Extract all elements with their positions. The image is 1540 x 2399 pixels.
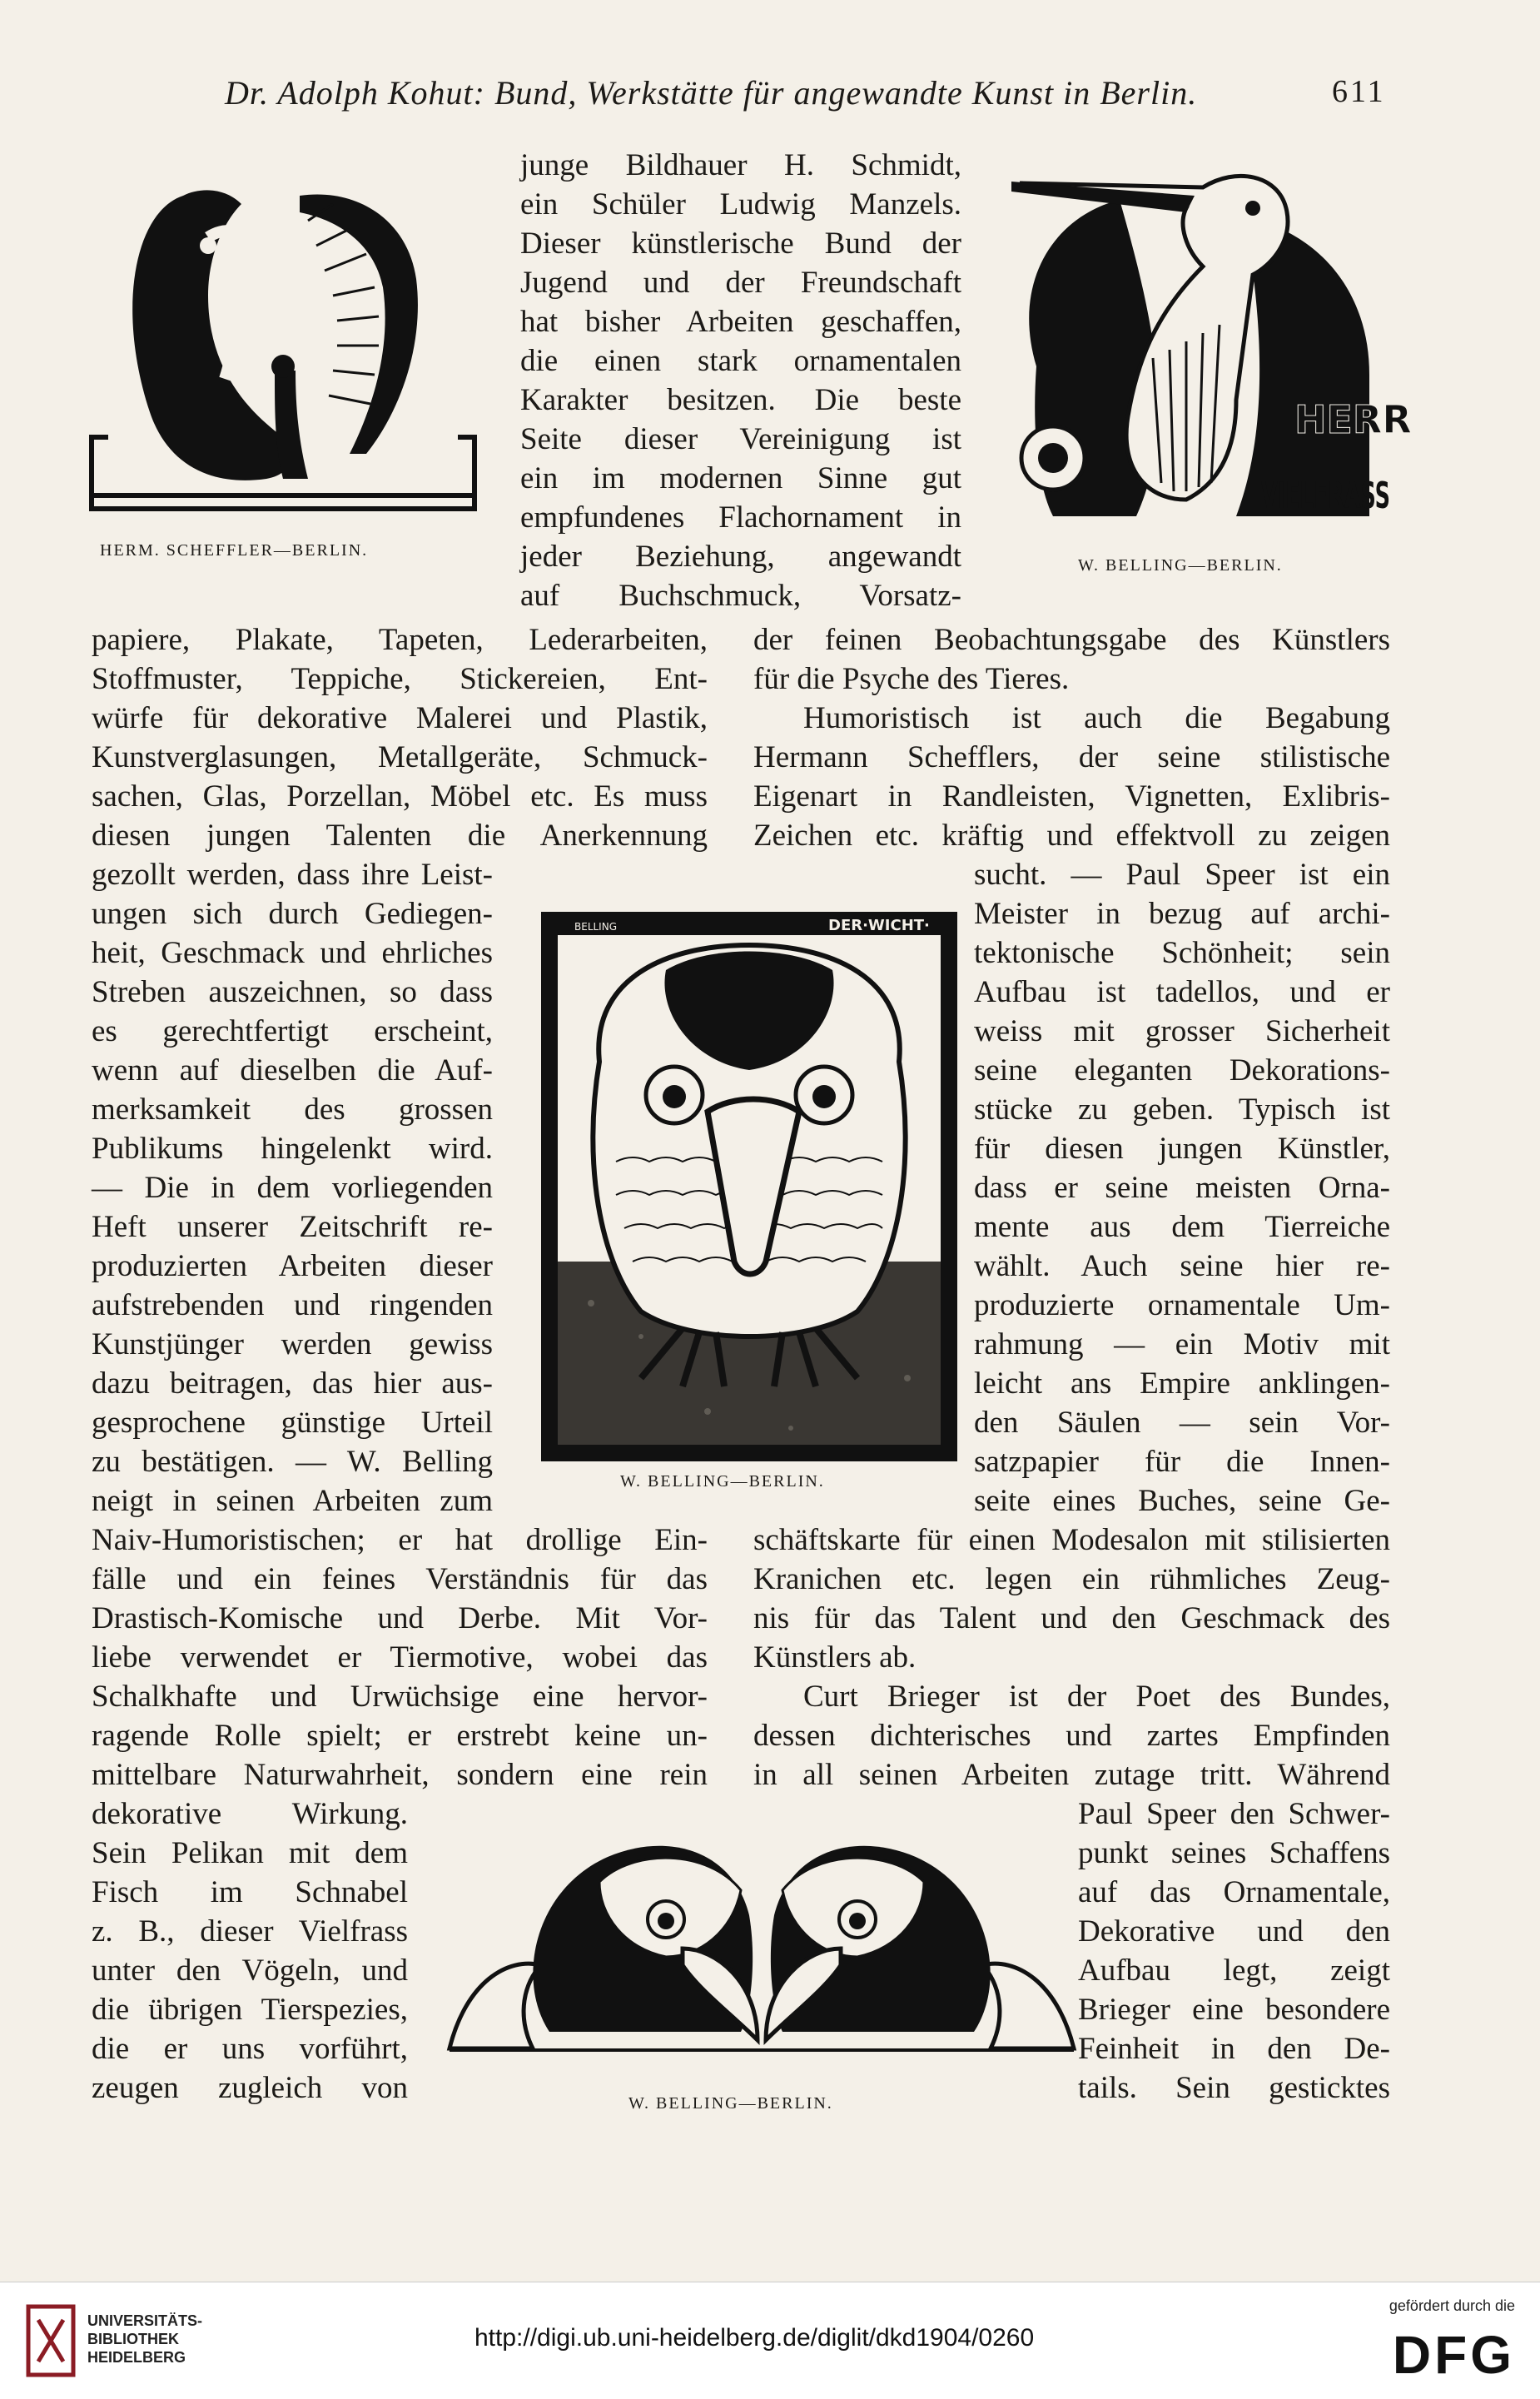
text-line: Brieger eine besondere: [1078, 1993, 1390, 2027]
figure-lettering: BELLING: [574, 921, 617, 933]
text-line: jeder Beziehung, angewandt: [520, 540, 961, 574]
text-line: dazu beitragen, das hier aus-: [92, 1366, 493, 1401]
running-title: Dr. Adolph Kohut: Bund, Werkstätte für angewandte Kunst in Berlin.: [225, 74, 1198, 112]
text-line: Aufbau legt, zeigt: [1078, 1954, 1390, 1988]
library-logo-text: [87, 2312, 202, 2367]
text-line: Feinheit in den De-: [1078, 2032, 1390, 2066]
text-line: aufstrebenden und ringenden: [92, 1288, 493, 1322]
text-line: Paul Speer den Schwer-: [1078, 1797, 1390, 1831]
text-line: für die Psyche des Tieres.: [753, 662, 1070, 696]
text-line: papiere, Plakate, Tapeten, Lederarbeiten,: [92, 623, 708, 657]
text-line: z. B., dieser Vielfrass: [92, 1914, 408, 1949]
text-line: heit, Geschmack und ehrliches: [92, 936, 493, 970]
text-line: für diesen jungen Künstler,: [974, 1132, 1390, 1166]
text-line: nis für das Talent und den Geschmack des: [753, 1601, 1390, 1635]
funding-note: gefördert durch die: [1388, 2297, 1515, 2314]
figure-two-birds: [433, 1815, 1090, 2065]
text-line: Streben auszeichnen, so dass: [92, 975, 493, 1009]
text-line: Sein Pelikan mit dem: [92, 1836, 408, 1870]
text-line: in all seinen Arbeiten zutage tritt. Während: [753, 1758, 1390, 1792]
text-line: empfundenes Flachornament in: [520, 500, 961, 535]
text-line: produzierten Arbeiten dieser: [92, 1249, 493, 1283]
text-line: wählt. Auch seine hier re-: [974, 1249, 1390, 1283]
text-line: ein Schüler Ludwig Manzels.: [520, 187, 961, 221]
text-line: diesen jungen Talenten die Anerkennung: [92, 819, 708, 853]
figure-herr-vielfrass: [986, 150, 1412, 533]
text-line: mente aus dem Tierreiche: [974, 1210, 1390, 1244]
text-line: satzpapier für die Innen-: [974, 1445, 1390, 1479]
text-line: mittelbare Naturwahrheit, sondern eine rein: [92, 1758, 708, 1792]
figure-lettering: DER·WICHT·: [828, 917, 930, 934]
text-line: Zeichen etc. kräftig und effektvoll zu zeigen: [753, 819, 1390, 853]
dfg-logo: DFG: [1392, 2325, 1515, 2385]
text-line: schäftskarte für einen Modesalon mit stilisierten: [753, 1523, 1390, 1557]
text-line: produzierte ornamentale Um-: [974, 1288, 1390, 1322]
figure-lettering: VIELFRASS: [1261, 475, 1390, 517]
text-line: wenn auf dieselben die Auf-: [92, 1053, 493, 1088]
text-line: seine eleganten Dekorations-: [974, 1053, 1390, 1088]
text-line: hat bisher Arbeiten geschaffen,: [520, 305, 961, 339]
text-line: gezollt werden, dass ihre Leist-: [92, 858, 493, 892]
text-line: dass er seine meisten Orna-: [974, 1171, 1390, 1205]
text-line: Kunstverglasungen, Metallgeräte, Schmuck-: [92, 740, 708, 774]
text-line: merksamkeit des grossen: [92, 1092, 493, 1127]
text-line: Künstlers ab.: [753, 1640, 917, 1675]
text-line: dekorative Wirkung.: [92, 1797, 408, 1831]
footer-bar: [0, 2282, 1540, 2399]
text-line: weiss mit grosser Sicherheit: [974, 1014, 1390, 1048]
page-number: 611: [1332, 74, 1386, 109]
figure-lettering: HERR: [1294, 397, 1412, 442]
text-line: ein im modernen Sinne gut: [520, 461, 961, 495]
text-line: Karakter besitzen. Die beste: [520, 383, 961, 417]
library-name-line: HEIDELBERG: [87, 2349, 186, 2366]
text-line: Meister in bezug auf archi-: [974, 897, 1390, 931]
text-line: die er uns vorführt,: [92, 2032, 408, 2066]
text-line: Seite dieser Vereinigung ist: [520, 422, 961, 456]
text-line: leicht ans Empire anklingen-: [974, 1366, 1390, 1401]
text-line: auf Buchschmuck, Vorsatz-: [520, 579, 961, 613]
text-line: auf das Ornamentale,: [1078, 1875, 1390, 1909]
text-line: Dieser künstlerische Bund der: [520, 226, 961, 261]
text-line: Schalkhafte und Urwüchsige eine hervor-: [92, 1680, 708, 1714]
text-line: punkt seines Schaffens: [1078, 1836, 1390, 1870]
text-line: unter den Vögeln, und: [92, 1954, 408, 1988]
text-line: Aufbau ist tadellos, und er: [974, 975, 1390, 1009]
text-line: die einen stark ornamentalen: [520, 344, 961, 378]
figure-caption: W. BELLING—BERLIN.: [1078, 556, 1283, 575]
text-line: seite eines Buches, seine Ge-: [974, 1484, 1390, 1518]
text-line: tektonische Schönheit; sein: [974, 936, 1390, 970]
text-line: gesprochene günstige Urteil: [92, 1406, 493, 1440]
text-line: rahmung — ein Motiv mit: [974, 1327, 1390, 1361]
text-line: tails. Sein gesticktes: [1078, 2071, 1390, 2105]
text-line: der feinen Beobachtungsgabe des Künstlers: [753, 623, 1390, 657]
permalink-url[interactable]: http://digi.ub.uni-heidelberg.de/diglit/dkd1904/0260: [474, 2324, 1035, 2352]
text-line: Dekorative und den: [1078, 1914, 1390, 1949]
text-line: stücke zu geben. Typisch ist: [974, 1092, 1390, 1127]
figure-der-wicht: [541, 912, 957, 1461]
text-line: Eigenart in Randleisten, Vignetten, Exlibris-: [753, 779, 1390, 814]
text-line: — Die in dem vorliegenden: [92, 1171, 493, 1205]
text-line: neigt in seinen Arbeiten zum: [92, 1484, 493, 1518]
text-line: Curt Brieger ist der Poet des Bundes,: [803, 1680, 1390, 1714]
text-line: fälle und ein feines Verständnis für das: [92, 1562, 708, 1596]
text-line: Drastisch-Komische und Derbe. Mit Vor-: [92, 1601, 708, 1635]
text-line: den Säulen — sein Vor-: [974, 1406, 1390, 1440]
figure-scheffler-birds: [83, 162, 483, 520]
text-line: Stoffmuster, Teppiche, Stickereien, Ent-: [92, 662, 708, 696]
text-line: dessen dichterisches und zartes Empfinden: [753, 1719, 1390, 1753]
text-line: Hermann Schefflers, der seine stilistische: [753, 740, 1390, 774]
text-line: zeugen zugleich von: [92, 2071, 408, 2105]
text-line: sachen, Glas, Porzellan, Möbel etc. Es muss: [92, 779, 708, 814]
text-line: zu bestätigen. — W. Belling: [92, 1445, 493, 1479]
figure-caption: HERM. SCHEFFLER—BERLIN.: [100, 541, 369, 560]
text-line: die übrigen Tierspezies,: [92, 1993, 408, 2027]
figure-caption: W. BELLING—BERLIN.: [628, 2094, 833, 2113]
text-line: Kunstjünger werden gewiss: [92, 1327, 493, 1361]
university-seal-icon: [25, 2303, 77, 2378]
text-line: ungen sich durch Gediegen-: [92, 897, 493, 931]
text-line: es gerechtfertigt erscheint,: [92, 1014, 493, 1048]
text-line: Fisch im Schnabel: [92, 1875, 408, 1909]
library-name-line: BIBLIOTHEK: [87, 2331, 179, 2347]
text-line: liebe verwendet er Tiermotive, wobei das: [92, 1640, 708, 1675]
text-line: Kranichen etc. legen ein rühmliches Zeug-: [753, 1562, 1390, 1596]
text-line: Heft unserer Zeitschrift re-: [92, 1210, 493, 1244]
text-line: Jugend und der Freundschaft: [520, 266, 961, 300]
text-line: sucht. — Paul Speer ist ein: [974, 858, 1390, 892]
text-line: junge Bildhauer H. Schmidt,: [520, 148, 961, 182]
text-line: Naiv-Humoristischen; er hat drollige Ein-: [92, 1523, 708, 1557]
text-line: würfe für dekorative Malerei und Plastik,: [92, 701, 708, 735]
text-line: Publikums hingelenkt wird.: [92, 1132, 493, 1166]
figure-caption: W. BELLING—BERLIN.: [620, 1472, 825, 1491]
library-name-line: UNIVERSITÄTS-: [87, 2312, 203, 2329]
text-line: Humoristisch ist auch die Begabung: [803, 701, 1390, 735]
text-line: ragende Rolle spielt; er erstrebt keine un-: [92, 1719, 708, 1753]
